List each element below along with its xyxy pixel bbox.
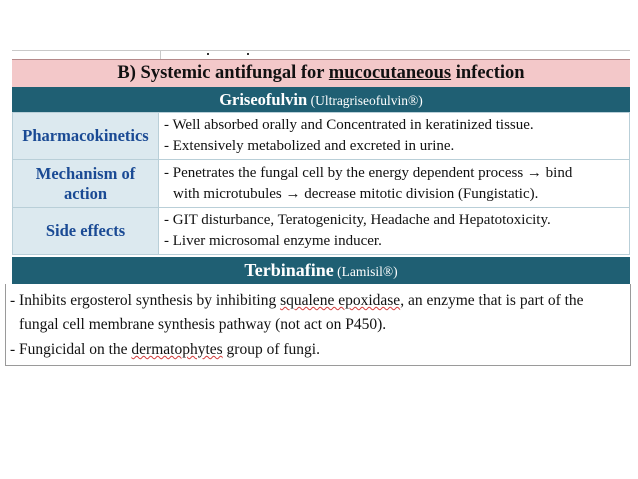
text-segment: group of fungi. [222, 341, 320, 358]
content-line: - Penetrates the fungal cell by the energy dependent process → bind [164, 164, 573, 181]
row-label: Mechanism of action [13, 160, 159, 208]
row-content [159, 160, 630, 208]
section-title-prefix: B) Systemic antifungal for [117, 63, 329, 83]
section-title-underlined: mucocutaneous [328, 63, 452, 83]
terbinafine-line: fungal cell membrane synthesis pathway (not act on P450). [19, 316, 387, 333]
text-segment: - Inhibits ergosterol synthesis by inhibiting [10, 292, 281, 309]
text-segment: - Fungicidal on the [10, 341, 132, 358]
content-line: with microtubules → decrease mitotic division (Fungistatic). [173, 185, 539, 202]
content-line: - Liver microsomal enzyme inducer. [164, 233, 382, 249]
row-content [159, 113, 630, 160]
section-title-suffix: infection [451, 63, 525, 83]
terbinafine-description [5, 284, 631, 366]
content-line: - Well absorbed orally and Concentrated in keratinized tissue. [164, 117, 534, 133]
table-row-side-effects [13, 208, 630, 255]
text-segment-spellcheck: squalene epoxidase [280, 292, 401, 309]
terbinafine-line [10, 339, 320, 360]
row-content [159, 208, 630, 255]
text-segment-spellcheck: dermatophytes [131, 341, 223, 358]
terbinafine-brand: (Lamisil®) [333, 264, 398, 279]
griseofulvin-header [12, 87, 630, 112]
section-title [12, 59, 630, 88]
row-label: Side effects [13, 208, 159, 255]
griseofulvin-brand: (Ultragriseofulvin®) [307, 93, 423, 108]
terbinafine-header [12, 257, 630, 284]
table-row-mechanism [13, 160, 630, 208]
cropped-text-fragment [247, 53, 249, 55]
terbinafine-line [10, 290, 584, 311]
cropped-text-fragment [207, 53, 209, 55]
terbinafine-name: Terbinafine [244, 260, 334, 280]
text-segment: , an enzyme that is part of the [400, 292, 584, 309]
row-label: Pharmacokinetics [13, 113, 159, 160]
griseofulvin-name: Griseofulvin [219, 90, 308, 109]
content-line: - GIT disturbance, Teratogenicity, Headache and Hepatotoxicity. [164, 212, 551, 228]
content-line: - Extensively metabolized and excreted in urine. [164, 138, 455, 154]
table-row-pharmacokinetics [13, 113, 630, 160]
griseofulvin-table [12, 112, 630, 255]
